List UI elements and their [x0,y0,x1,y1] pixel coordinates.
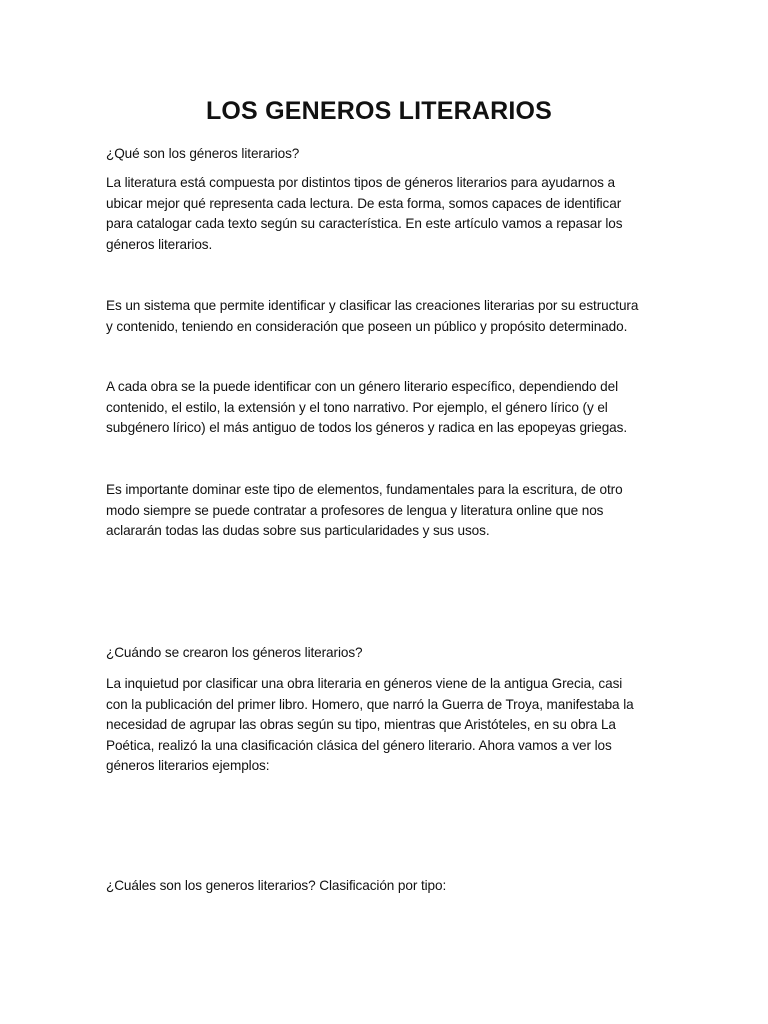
paragraph-line: Poética, realizó la una clasificación clásica del género literario. Ahora vamos a ver los [106,737,612,753]
paragraph-line: Es un sistema que permite identificar y clasificar las creaciones literarias por su estructura [106,298,639,313]
paragraph-line: Es importante dominar este tipo de elementos, fundamentales para la escritura, de otro [106,482,623,497]
document-title: LOS GENEROS LITERARIOS [205,97,553,125]
paragraph-line: y contenido, teniendo en consideración que poseen un público y propósito determinado. [106,318,628,334]
paragraph-line: La inquietud por clasificar una obra literaria en géneros viene de la antigua Grecia, casi [106,676,623,691]
paragraph-line: ubicar mejor qué representa cada lectura. De esta forma, somos capaces de identificar [106,195,622,211]
paragraph-line: con la publicación del primer libro. Homero, que narró la Guerra de Troya, manifestaba la [106,696,634,712]
paragraph-line: géneros literarios. [106,236,213,252]
paragraph-line: A cada obra se la puede identificar con un género literario específico, dependiendo del [106,379,618,394]
paragraph-history [106,674,666,777]
question-which-genres: ¿Cuáles son los generos literarios? Clasificación por tipo: [106,878,447,893]
paragraph-line: La literatura está compuesta por distintos tipos de géneros literarios para ayudarnos a [106,175,615,190]
paragraph-definition [106,296,666,337]
paragraph-line: necesidad de agrupar las obras según su tipo, mientras que Aristóteles, en su obra La [106,717,616,732]
question-when-created: ¿Cuándo se crearon los géneros literarios? [106,645,363,660]
paragraph-line: contenido, el estilo, la extensión y el tono narrativo. Por ejemplo, el género lírico (y el [106,399,608,415]
paragraph-intro [106,173,666,255]
paragraph-line: subgénero lírico) el más antiguo de todos los géneros y radica en las epopeyas griegas. [106,420,628,435]
paragraph-line: géneros literarios ejemplos: [106,758,270,773]
paragraph-importance [106,480,666,542]
paragraph-line: aclararán todas las dudas sobre sus particularidades y sus usos. [106,523,490,538]
question-what-are-genres: ¿Qué son los géneros literarios? [106,146,300,161]
paragraph-line: modo siempre se puede contratar a profesores de lengua y literatura online que nos [106,502,604,518]
paragraph-line: para catalogar cada texto según su característica. En este artículo vamos a repasar los [106,216,623,231]
paragraph-identification [106,377,666,439]
